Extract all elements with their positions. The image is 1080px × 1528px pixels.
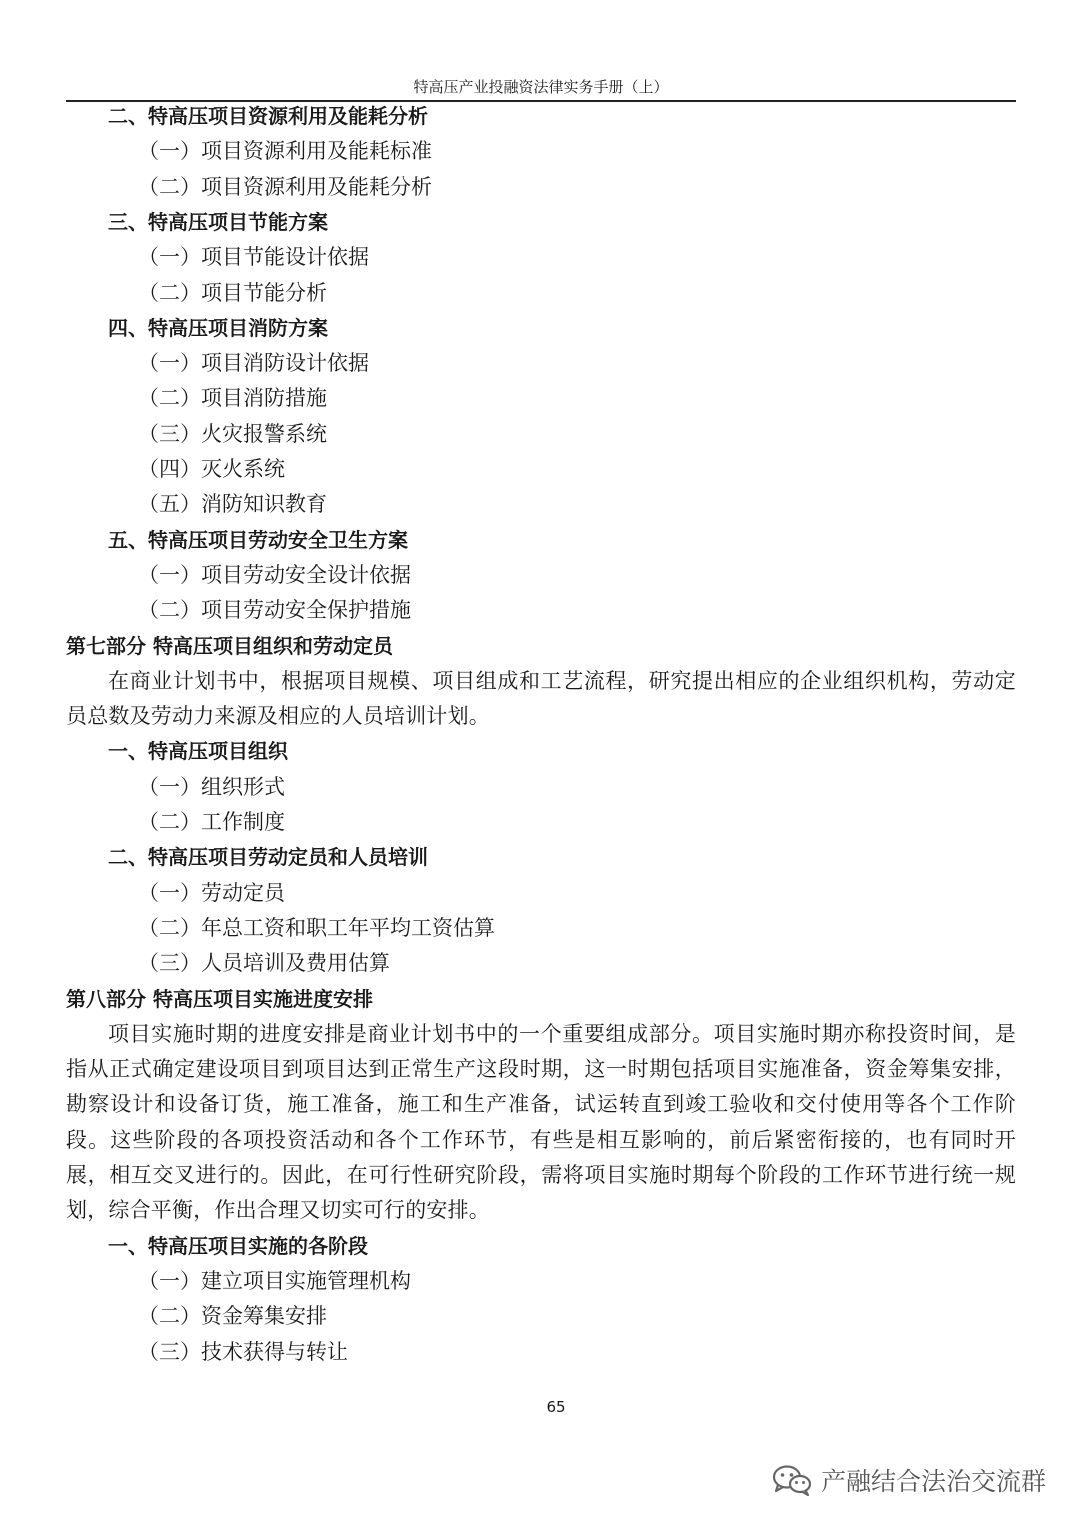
subsection-heading: （三）火灾报警系统 (138, 421, 327, 446)
subsection-heading: （一）项目消防设计依据 (138, 351, 369, 376)
subsection-heading: （三）技术获得与转让 (138, 1339, 348, 1364)
subsection-heading: （二）资金筹集安排 (138, 1304, 327, 1329)
subsection-heading: （一）组织形式 (138, 774, 285, 799)
subsection-heading: （二）项目节能分析 (138, 280, 327, 305)
watermark-text: 产融结合法治交流群 (820, 1467, 1046, 1496)
body-paragraph: 项目实施时期的进度安排是商业计划书中的一个重要组成部分。项目实施时期亦称投资时间，是指从正式确定建设项目到项目达到正常生产这段时期，这一时期包括项目实施准备，资金筹集安排，勘察设计和设备订货，施工准备，施工和生产准备，试运转直到竣工验收和交付使用等各个工作阶段。这些阶段的各项投资活动和各个工作环节，有些是相互影响的，前后紧密衔接的，也有同时开展，相互交叉进行的。因此，在可行性研究阶段，需将项目实施时期每个阶段的工作环节进行统一规划，综合平衡，作出合理又切实可行的安排。 (66, 1021, 1016, 1223)
section-heading: 三、特高压项目节能方案 (108, 209, 328, 234)
wechat-icon (771, 1463, 813, 1497)
section-heading: 五、特高压项目劳动安全卫生方案 (108, 527, 408, 552)
subsection-heading: （二）项目劳动安全保护措施 (138, 598, 411, 623)
subsection-heading: （一）建立项目实施管理机构 (138, 1268, 411, 1293)
page-number: 65 (546, 1398, 566, 1416)
section-heading: 一、特高压项目组织 (108, 739, 288, 764)
subsection-heading: （二）工作制度 (138, 810, 285, 834)
subsection-heading: （四）灭火系统 (138, 457, 285, 481)
subsection-heading: （二）项目资源利用及能耗分析 (138, 174, 432, 199)
section-heading: 二、特高压项目劳动定员和人员培训 (108, 845, 428, 870)
subsection-heading: （一）项目资源利用及能耗标准 (138, 139, 432, 164)
section-heading: 二、特高压项目资源利用及能耗分析 (108, 104, 428, 128)
section-heading: 一、特高压项目实施的各阶段 (108, 1233, 368, 1258)
subsection-heading: （二）项目消防措施 (138, 386, 327, 411)
subsection-heading: （一）项目劳动安全设计依据 (138, 562, 411, 587)
part-heading: 第七部分 特高压项目组织和劳动定员 (66, 633, 393, 658)
subsection-heading: （一）劳动定员 (138, 880, 285, 905)
part-heading: 第八部分 特高压项目实施进度安排 (66, 986, 373, 1011)
watermark (771, 1462, 1046, 1498)
subsection-heading: （二）年总工资和职工年平均工资估算 (138, 915, 495, 940)
subsection-heading: （五）消防知识教育 (138, 492, 327, 517)
subsection-heading: （一）项目节能设计依据 (138, 245, 369, 270)
section-heading: 四、特高压项目消防方案 (108, 315, 328, 340)
body-paragraph: 在商业计划书中，根据项目规模、项目组成和工艺流程，研究提出相应的企业组织机构，劳动定员总数及劳动力来源及相应的人员培训计划。 (66, 668, 1016, 729)
subsection-heading: （三）人员培训及费用估算 (138, 951, 390, 976)
page-header: 特高压产业投融资法律实务手册（上） (66, 76, 1016, 102)
